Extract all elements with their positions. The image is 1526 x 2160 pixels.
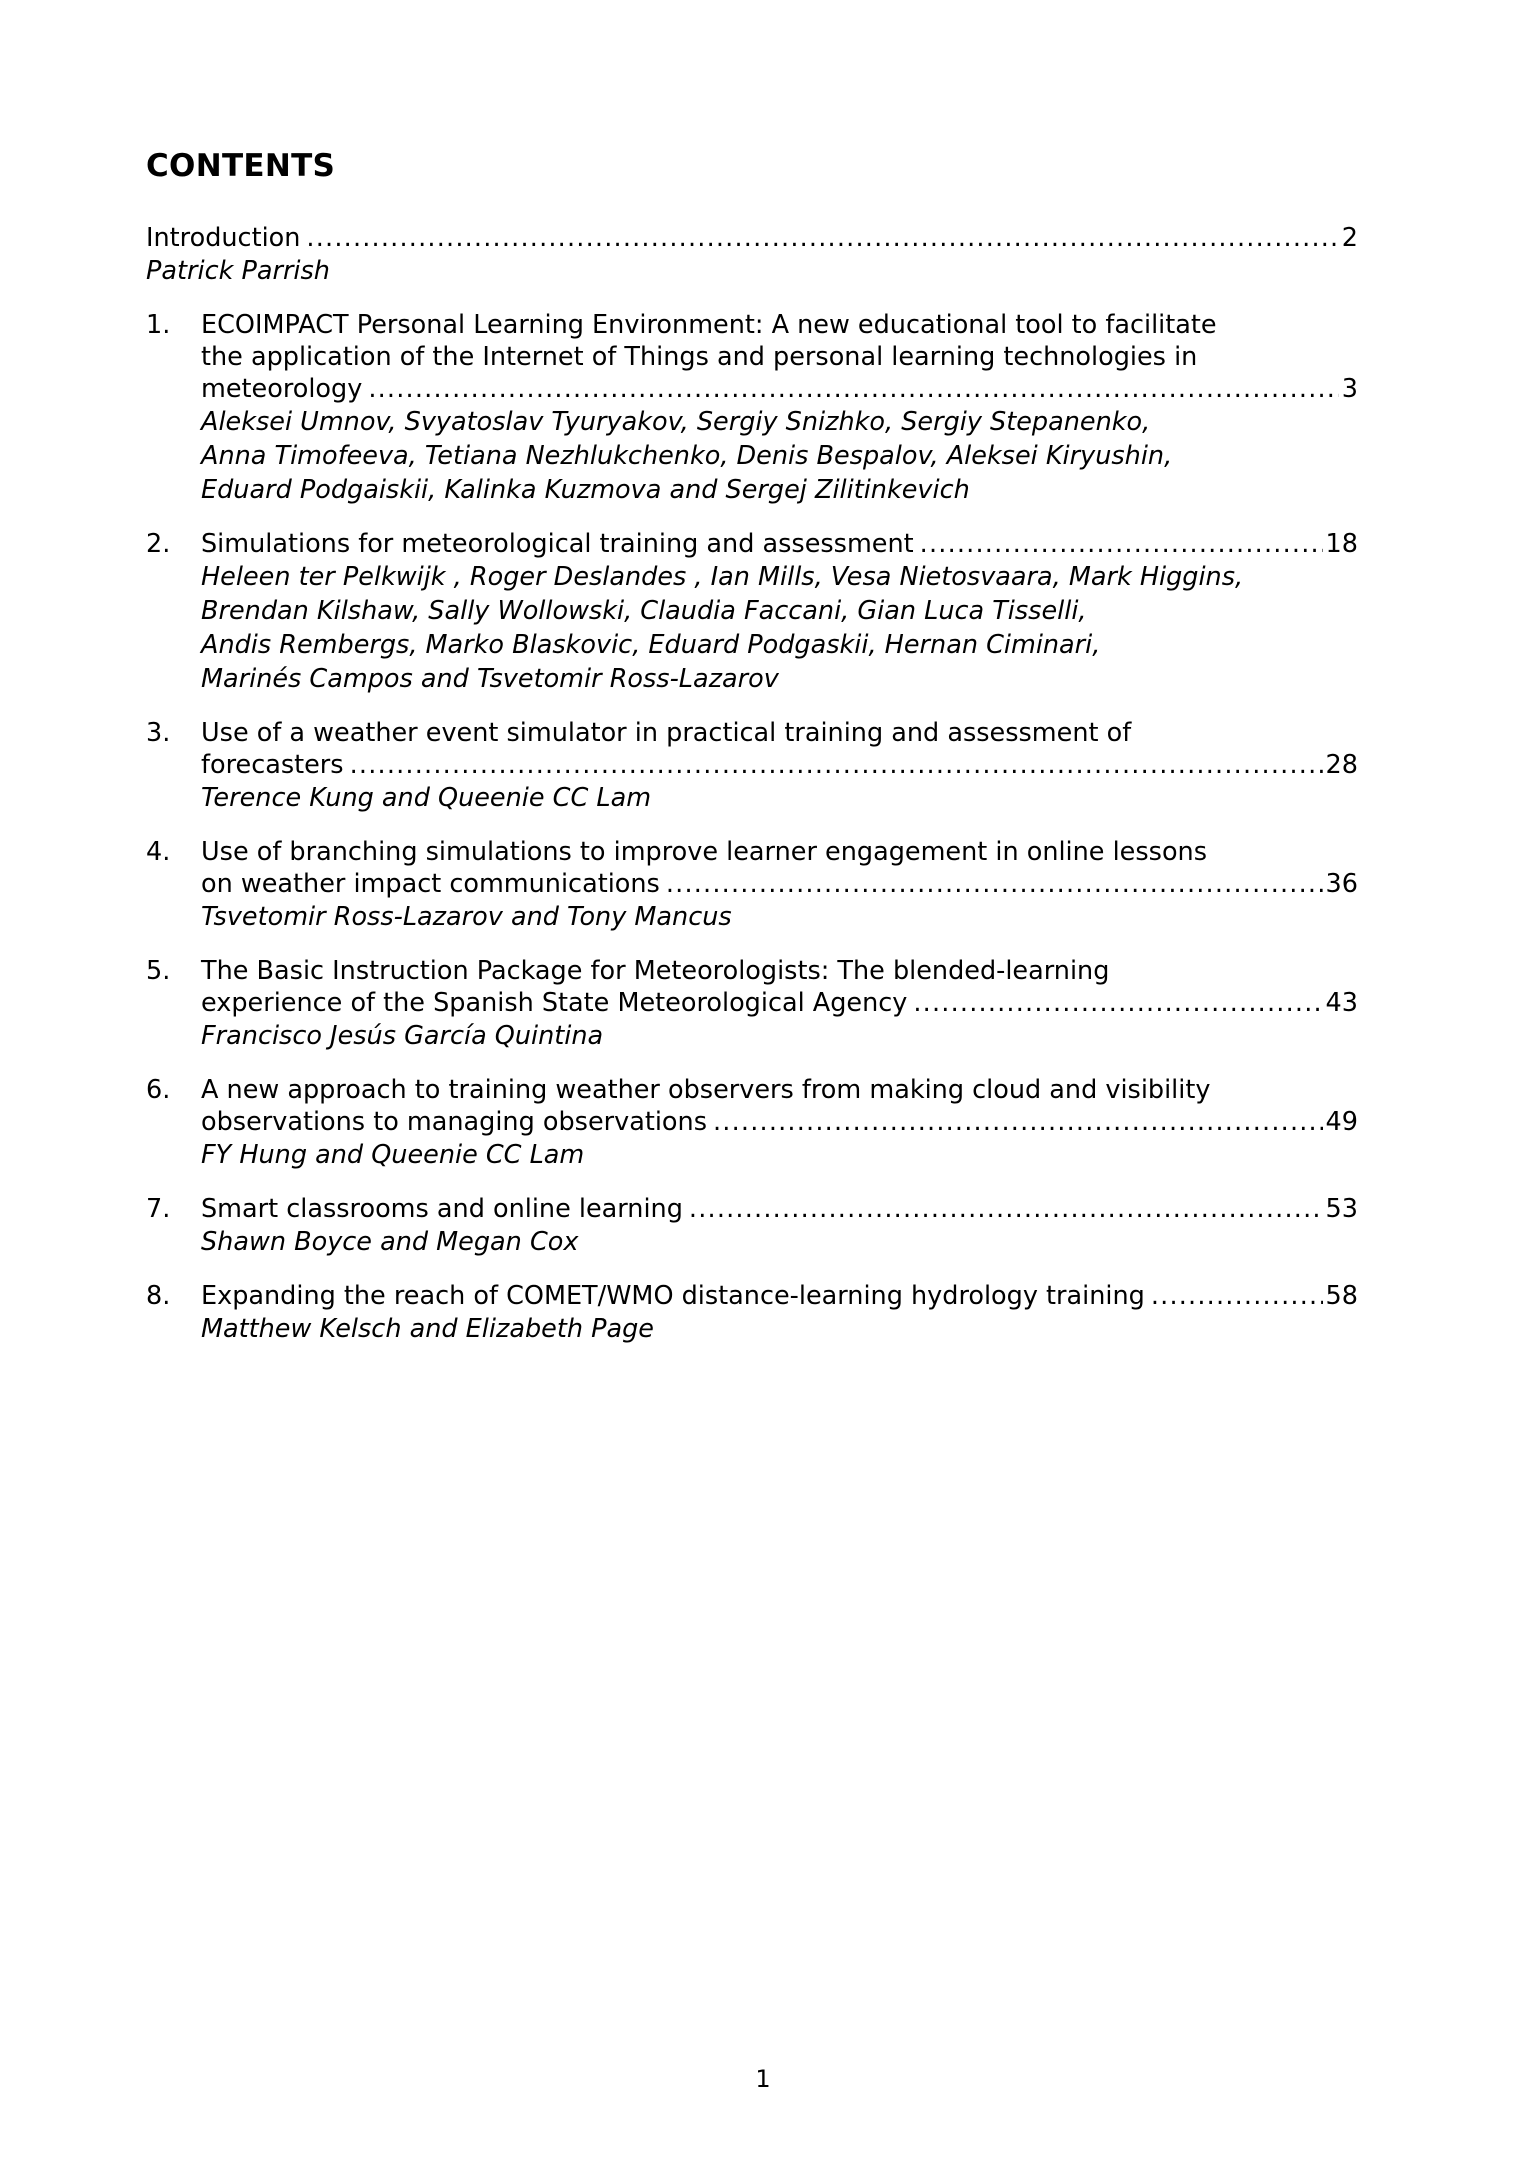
dot-leader bbox=[713, 1106, 1323, 1138]
dot-leader bbox=[913, 987, 1322, 1019]
entry-authors: Marinés Campos and Tsvetomir Ross-Lazarov bbox=[201, 664, 779, 694]
entry-page-number: 58 bbox=[1325, 1281, 1358, 1311]
entry-authors: Heleen ter Pelkwijk , Roger Deslandes , Ian Mills, Vesa Nietosvaara, Mark Higgins, bbox=[201, 562, 1244, 592]
toc-entry bbox=[146, 222, 1358, 288]
toc-entry bbox=[146, 836, 1358, 934]
entry-authors: Francisco Jesús García Quintina bbox=[201, 1021, 604, 1051]
entry-page-number: 3 bbox=[1341, 374, 1358, 404]
dot-leader bbox=[920, 528, 1323, 560]
entry-authors: Brendan Kilshaw, Sally Wollowski, Claudia Faccani, Gian Luca Tisselli, bbox=[201, 596, 1087, 626]
entry-title: A new approach to training weather observers from making cloud and visibility bbox=[201, 1075, 1211, 1105]
toc-entry bbox=[146, 717, 1358, 815]
entry-number: 2. bbox=[146, 529, 171, 559]
entry-authors: Aleksei Umnov, Svyatoslav Tyuryakov, Sergiy Snizhko, Sergiy Stepanenko, bbox=[201, 407, 1151, 437]
dot-leader bbox=[1151, 1280, 1323, 1312]
page-title: CONTENTS bbox=[146, 148, 336, 184]
entry-authors: Shawn Boyce and Megan Cox bbox=[201, 1227, 579, 1257]
toc-entry bbox=[146, 1074, 1358, 1172]
entry-title: on weather impact communications bbox=[201, 869, 660, 899]
entry-page-number: 2 bbox=[1341, 223, 1358, 253]
dot-leader bbox=[368, 373, 1338, 405]
entry-title: Smart classrooms and online learning bbox=[201, 1194, 683, 1224]
entry-number: 6. bbox=[146, 1075, 171, 1105]
page-number: 1 bbox=[755, 2065, 771, 2093]
entry-page-number: 49 bbox=[1325, 1107, 1358, 1137]
dot-leader bbox=[689, 1193, 1323, 1225]
entry-title: Use of branching simulations to improve learner engagement in online lessons bbox=[201, 837, 1207, 867]
entry-page-number: 43 bbox=[1325, 988, 1358, 1018]
dot-leader bbox=[666, 868, 1323, 900]
entry-title: the application of the Internet of Things and personal learning technologies in bbox=[201, 342, 1198, 372]
entry-title: experience of the Spanish State Meteorological Agency bbox=[201, 988, 908, 1018]
toc-entry bbox=[146, 1280, 1358, 1346]
toc-entry bbox=[146, 955, 1358, 1053]
entry-authors: FY Hung and Queenie CC Lam bbox=[201, 1140, 585, 1170]
entry-authors: Eduard Podgaiskii, Kalinka Kuzmova and Sergej Zilitinkevich bbox=[201, 475, 970, 505]
dot-leader bbox=[350, 749, 1323, 781]
entry-number: 4. bbox=[146, 837, 171, 867]
entry-page-number: 53 bbox=[1325, 1194, 1358, 1224]
entry-number: 3. bbox=[146, 718, 171, 748]
entry-number: 1. bbox=[146, 310, 171, 340]
entry-authors: Tsvetomir Ross-Lazarov and Tony Mancus bbox=[201, 902, 732, 932]
entry-authors: Patrick Parrish bbox=[146, 256, 330, 286]
entry-authors: Terence Kung and Queenie CC Lam bbox=[201, 783, 652, 813]
entry-title: ECOIMPACT Personal Learning Environment: A new educational tool to facilitate bbox=[201, 310, 1217, 340]
toc-entry bbox=[146, 1193, 1358, 1259]
entry-title: The Basic Instruction Package for Meteorologists: The blended-learning bbox=[201, 956, 1110, 986]
entry-title: observations to managing observations bbox=[201, 1107, 707, 1137]
entry-number: 8. bbox=[146, 1281, 171, 1311]
entry-page-number: 18 bbox=[1325, 529, 1358, 559]
dot-leader bbox=[306, 222, 1338, 254]
entry-number: 7. bbox=[146, 1194, 171, 1224]
entry-authors: Matthew Kelsch and Elizabeth Page bbox=[201, 1314, 654, 1344]
entry-title: Simulations for meteorological training and assessment bbox=[201, 529, 914, 559]
entry-title: forecasters bbox=[201, 750, 344, 780]
entry-number: 5. bbox=[146, 956, 171, 986]
entry-authors: Anna Timofeeva, Tetiana Nezhlukchenko, Denis Bespalov, Aleksei Kiryushin, bbox=[201, 441, 1173, 471]
entry-page-number: 36 bbox=[1325, 869, 1358, 899]
toc-entry bbox=[146, 309, 1358, 507]
entry-title: Expanding the reach of COMET/WMO distance-learning hydrology training bbox=[201, 1281, 1145, 1311]
entry-title: meteorology bbox=[201, 374, 363, 404]
entry-title: Use of a weather event simulator in practical training and assessment of bbox=[201, 718, 1132, 748]
entry-page-number: 28 bbox=[1325, 750, 1358, 780]
entry-title: Introduction bbox=[146, 223, 301, 253]
entry-authors: Andis Rembergs, Marko Blaskovic, Eduard Podgaskii, Hernan Ciminari, bbox=[201, 630, 1101, 660]
table-of-contents bbox=[146, 222, 1358, 1367]
toc-entry bbox=[146, 528, 1358, 696]
